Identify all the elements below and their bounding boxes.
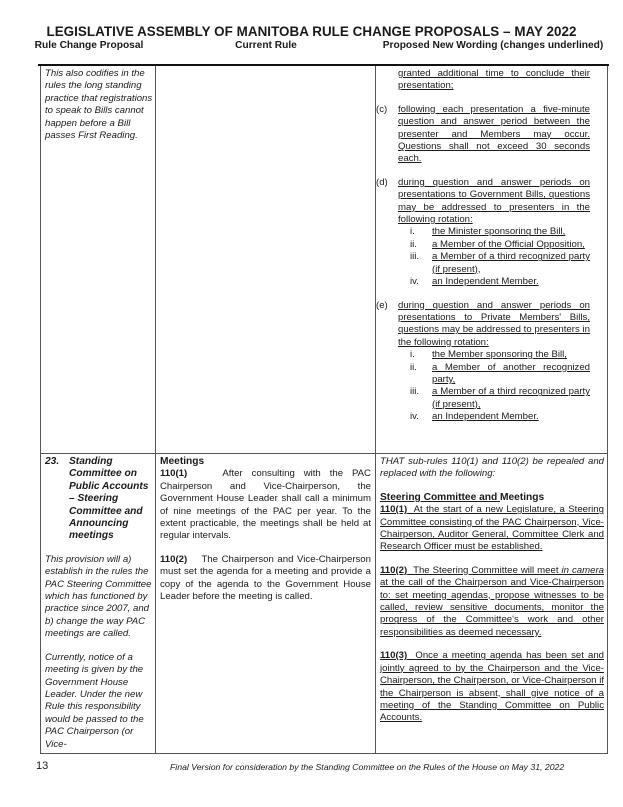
- table-border-left: [40, 66, 41, 753]
- rule-number: 110(2): [160, 553, 188, 565]
- document-title: LEGISLATIVE ASSEMBLY OF MANITOBA RULE CHANGE PROPOSALS – MAY 2022: [46, 24, 577, 39]
- rotation-text: a Member of another recognized party,: [432, 361, 590, 385]
- rotation-text: a Member of a third recognized party (if present),: [432, 386, 590, 410]
- row2-proposed-wording: [380, 456, 604, 725]
- rotation-label: i.: [410, 226, 415, 238]
- row-divider: [40, 453, 608, 454]
- rotation-label: iv.: [410, 411, 419, 423]
- rotation-label: iv.: [410, 276, 419, 288]
- proposal-title: Standing Committee on Public Accounts – Steering Committee and Announcing meetings: [69, 456, 149, 542]
- rotation-text: an Independent Member.: [432, 411, 539, 423]
- rule-text: At the start of a new Legislature, a Steering Committee consisting of the PAC Chairperson, Vice-Chairperson, Auditor General, Committee Clerk and Research Officer must be established.: [380, 504, 604, 553]
- rule-text: Once a meeting agenda has been set and jointly agreed to by the Chairperson and the Vice-Chairperson, the Chairperson, or Vice-Chairperson if the Chairperson is absent, shall give notice of a meeting of the Standing Committee on Public Accounts.: [380, 650, 604, 724]
- proposed-heading: [380, 492, 604, 504]
- rotation-item: [376, 239, 590, 251]
- subclause-label: (e): [376, 299, 388, 311]
- row1-proposal-note: This also codifies in the rules the long standing practice that registrations to speak to Bills cannot happen before a Bill passes First Reading.: [45, 68, 153, 142]
- subclause-c: [376, 103, 590, 166]
- rule-text: at the call of the Chairperson and Vice-Chairperson to: set meeting agendas, propose witnesses to be called, review sensitive documents, monitor the progress of the Committee's work and other responsibilities as deemed necessary.: [380, 577, 604, 638]
- subclause-d: [376, 176, 590, 289]
- rule-number: 110(1): [160, 468, 188, 480]
- subclause-label: (d): [376, 176, 388, 188]
- rule-text-italic: in camera: [561, 564, 604, 576]
- rule-text: The Steering Committee will meet: [413, 564, 562, 576]
- rotation-text: a Member of a third recognized party (if present),: [432, 251, 590, 275]
- rotation-item: [376, 276, 590, 288]
- rotation-text: the Member sponsoring the Bill,: [432, 349, 567, 361]
- rotation-text: an Independent Member.: [432, 276, 539, 288]
- proposal-note: This provision will a) establish in the rules the PAC Steering Committee which has functioned by practice since 2007, and b) change the way PAC meetings are called.: [45, 553, 152, 640]
- rotation-item: [376, 349, 590, 361]
- rule-text: The Chairperson and Vice-Chairperson must set the agenda for a meeting and provide a copy of the agenda to the Government House Leader before the meeting is called.: [160, 553, 371, 603]
- column-header-proposal: Rule Change Proposal: [34, 40, 144, 51]
- rotation-item: [376, 251, 590, 276]
- row2-current-rule: [160, 456, 371, 603]
- subclause-text: following each presentation a five-minute question and answer period between the presenter and Members may occur. Questions shall not exceed 30 seconds each.: [398, 103, 590, 165]
- current-rule-110-1: [160, 468, 371, 542]
- column-header-proposed-wording: Proposed New Wording (changes underlined): [382, 40, 604, 51]
- footer-text: Final Version for consideration by the Standing Committee on the Rules of the House on May 31, 2022: [170, 762, 565, 772]
- rotation-item: [376, 411, 590, 423]
- rotation-text: the Minister sponsoring the Bill,: [432, 226, 566, 238]
- page-number: 13: [36, 760, 49, 772]
- rule-number: 110(2): [380, 564, 408, 576]
- proposed-rule-110-2: [380, 565, 604, 639]
- proposal-note: Currently, notice of a meeting is given by the Government House Leader. Under the new Rule this responsibility would be passed to the PAC Chairperson (or Vice-: [45, 651, 144, 750]
- table-border-bottom: [40, 753, 608, 754]
- proposed-rule-110-3: [380, 650, 604, 724]
- table-border-right: [607, 66, 608, 753]
- rotation-text: a Member of the Official Opposition,: [432, 238, 585, 250]
- rotation-label: i.: [410, 349, 415, 361]
- current-rule-110-2: [160, 554, 371, 604]
- rule-number: 110(3): [380, 650, 408, 662]
- subclause-text: during question and answer periods on presentations to Private Members' Bills, questions may be addressed to presenters in the following rotation:: [398, 299, 590, 348]
- continuation-text: granted additional time to conclude their presentation;: [398, 68, 590, 92]
- subclause-text: during question and answer periods on presentations to Government Bills, questions may be addressed to presenters in the following rotation:: [398, 176, 590, 226]
- heading-underlined: Steering Committee and: [380, 491, 501, 503]
- rotation-label: ii.: [410, 361, 417, 373]
- proposal-number: 23.: [45, 456, 60, 467]
- rotation-label: iii.: [410, 386, 420, 398]
- rule-text: After consulting with the PAC Chairperson and Vice-Chairperson, the Government House Leader shall call a minimum of nine meetings of the PAC per year. To the extent practicable, the meetings shall be held at regular intervals.: [160, 468, 371, 542]
- rotation-item: [376, 386, 590, 411]
- subclause-label: (c): [376, 103, 388, 115]
- header-divider: [38, 64, 609, 66]
- row2-proposal: [45, 456, 153, 751]
- current-rule-heading: Meetings: [160, 456, 205, 467]
- rotation-label: iii.: [410, 251, 420, 263]
- rotation-item: [376, 362, 590, 387]
- proposal-heading: [45, 456, 153, 543]
- column-header-current-rule: Current Rule: [235, 40, 297, 51]
- rotation-item: [376, 226, 590, 238]
- rule-number: 110(1): [380, 504, 408, 516]
- subclause-e: [376, 299, 590, 424]
- column-divider-1: [155, 66, 156, 753]
- proposed-rule-110-1: [380, 504, 604, 554]
- rotation-label: ii.: [410, 238, 417, 250]
- row1-proposed-wording: [376, 68, 590, 424]
- proposed-intro: THAT sub-rules 110(1) and 110(2) be repealed and replaced with the following:: [380, 456, 604, 480]
- heading-rest: Meetings: [500, 491, 545, 503]
